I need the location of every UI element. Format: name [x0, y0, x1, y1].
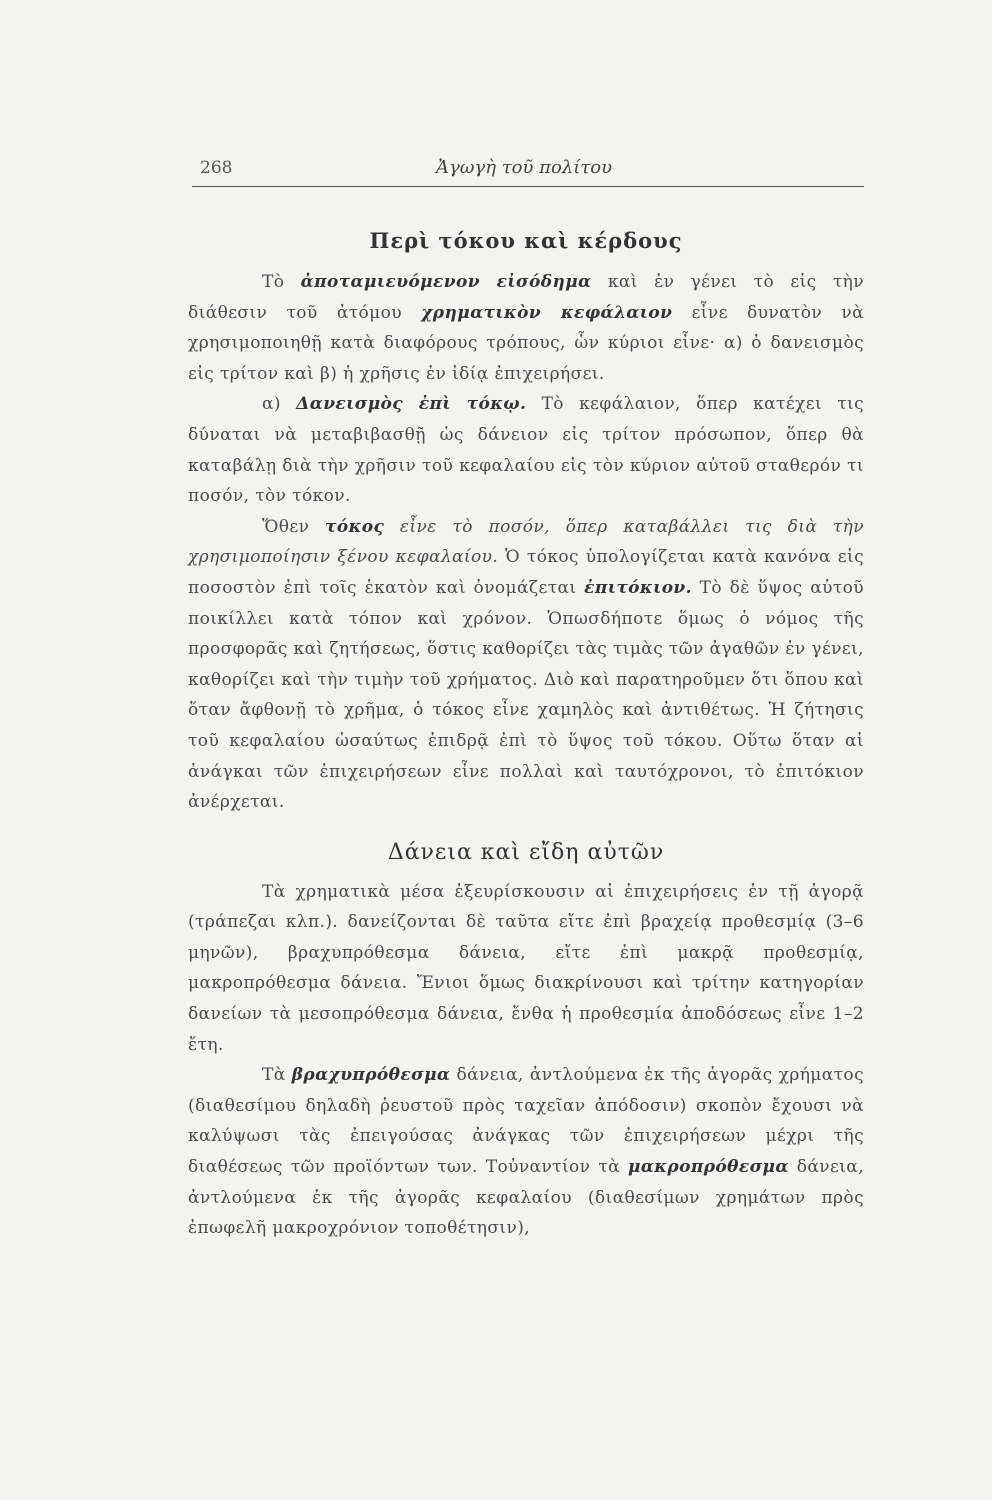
text-span: α) [262, 394, 297, 415]
term-interest: τόκος [325, 516, 385, 537]
paragraph-short-term-loans [188, 1060, 864, 1244]
term-interest-rate: ἐπιτόκιον. [584, 577, 692, 598]
text-span: δάνεια, ἀντλούμενα ἐκ τῆς ἀγορᾶς χρήματος (διαθεσίμου δηλαδὴ ῥευστοῦ πρὸς ταχεῖαν ἀπόδοσιν) σκοπὸν ἔχουσι νὰ καλύψωσι τὰς ἐπειγούσας ἀνάγκας τῶν ἐπιχειρήσεων μέχρι τῆς διαθέσεως τῶν προϊόντων των. Τοὐναντίον τὰ [188, 1065, 864, 1178]
page-header [188, 150, 864, 190]
text-span: εἶνε δυνατὸν νὰ χρησιμοποιηθῇ κατὰ διαφόρους τρόπους, ὧν κύριοι εἶνε· α) ὁ δανεισμὸς εἰς τρίτον καὶ β) ἡ χρῆσις ἐν ἰδίᾳ ἐπιχειρήσει. [188, 302, 865, 384]
text-span: Τὰ [262, 1065, 292, 1086]
running-title: Ἀγωγὴ τοῦ πολίτου [436, 157, 613, 178]
section-title-loans: Δάνεια καὶ εἴδη αὐτῶν [387, 839, 665, 865]
term-lending-interest: Δανεισμὸς ἐπὶ τόκῳ. [296, 394, 527, 415]
term-long-term: μακροπρόθεσμα [627, 1157, 789, 1178]
paragraph-loan-types: Τὰ χρηματικὰ μέσα ἐξευρίσκουσιν αἱ ἐπιχειρήσεις ἐν τῇ ἀγορᾷ (τράπεζαι κλπ.). δανείζονται δὲ ταῦτα εἴτε ἐπὶ βραχείᾳ προθεσμίᾳ (3–6 μηνῶν), βραχυπρόθεσμα δάνεια, εἴτε ἐπὶ μακρᾷ προθεσμίᾳ, μακροπρόθεσμα δάνεια. Ἔνιοι ὅμως διακρίνουσι καὶ τρίτην κατηγορίαν δανείων τὰ μεσοπρόθεσμα δάνεια, ἔνθα ἡ προθεσμία ἀποδόσεως εἶνε 1–2 ἔτη. [188, 881, 864, 1055]
text-span: Τὸ δὲ ὕψος αὐτοῦ ποικίλλει κατὰ τόπον καὶ χρόνον. Ὁπωσδήποτε ὅμως ὁ νόμος τῆς προσφορᾶς καὶ ζητήσεως, ὅστις καθορίζει τὰς τιμὰς τῶν ἀγαθῶν ἐν γένει, καθορίζει καὶ τὴν τιμὴν τοῦ χρήματος. Διὸ καὶ παρατηροῦμεν ὅτι ὅπου καὶ ὅταν ἄφθονῇ τὸ χρῆμα, ὁ τόκος εἶνε χαμηλὸς καὶ ἀντιθέτως. Ἡ ζήτησις τοῦ κεφαλαίου ὡσαύτως ἐπιδρᾷ ἐπὶ τὸ ὕψος τοῦ τόκου. Οὕτω ὅταν αἱ ἀνάγκαι τῶν ἐπιχειρήσεων εἶνε πολλαὶ καὶ ταυτόχρονοι, τὸ ἐπιτόκιον ἀνέρχεται. [188, 577, 864, 813]
book-page [188, 150, 864, 1244]
paragraph-interest-definition [188, 512, 864, 818]
text-span: καὶ ἐν γένει τὸ εἰς τὴν διάθεσιν τοῦ ἀτόμου [188, 272, 864, 323]
term-short-term: βραχυπρόθεσμα [291, 1065, 451, 1086]
term-saved-income: ἀποταμιευόμενον εἰσόδημα [300, 272, 592, 292]
text-span: Τὸ κεφάλαιον, ὅπερ κατέχει τις δύναται νὰ μεταβιβασθῇ ὡς δάνειον εἰς τρίτον πρόσωπον, ὅπερ θὰ καταβάλῃ διὰ τὴν χρῆσιν τοῦ κεφαλαίου εἰς τὸν κύριον αὐτοῦ σταθερόν τι ποσόν, τὸν τόκον. [188, 394, 865, 507]
paragraph-lending [188, 389, 864, 511]
paragraph-income [188, 267, 864, 389]
term-capital: χρηματικὸν κεφάλαιον [421, 302, 673, 323]
text-span: Τὸ [262, 272, 301, 292]
text-span: εἶνε τὸ ποσόν, ὅπερ καταβάλλει τις διὰ τὴν χρησιμοποίησιν ξένου κεφαλαίου. [188, 516, 864, 568]
text-span: Ὁ τόκος ὑπολογίζεται κατὰ κανόνα εἰς ποσοστὸν ἐπὶ τοῖς ἑκατὸν καὶ ὀνομάζεται [188, 547, 864, 598]
text-span: Ὅθεν [262, 516, 326, 537]
page-number: 268 [200, 158, 233, 178]
header-rule [192, 186, 864, 187]
text-span: δάνεια, ἀντλούμενα ἐκ τῆς ἀγορᾶς κεφαλαίου (διαθεσίμων χρημάτων πρὸς ἐπωφελῆ μακροχρόνιον τοποθέτησιν), [188, 1157, 864, 1239]
section-title-interest: Περὶ τόκου καὶ κέρδους [369, 228, 683, 253]
